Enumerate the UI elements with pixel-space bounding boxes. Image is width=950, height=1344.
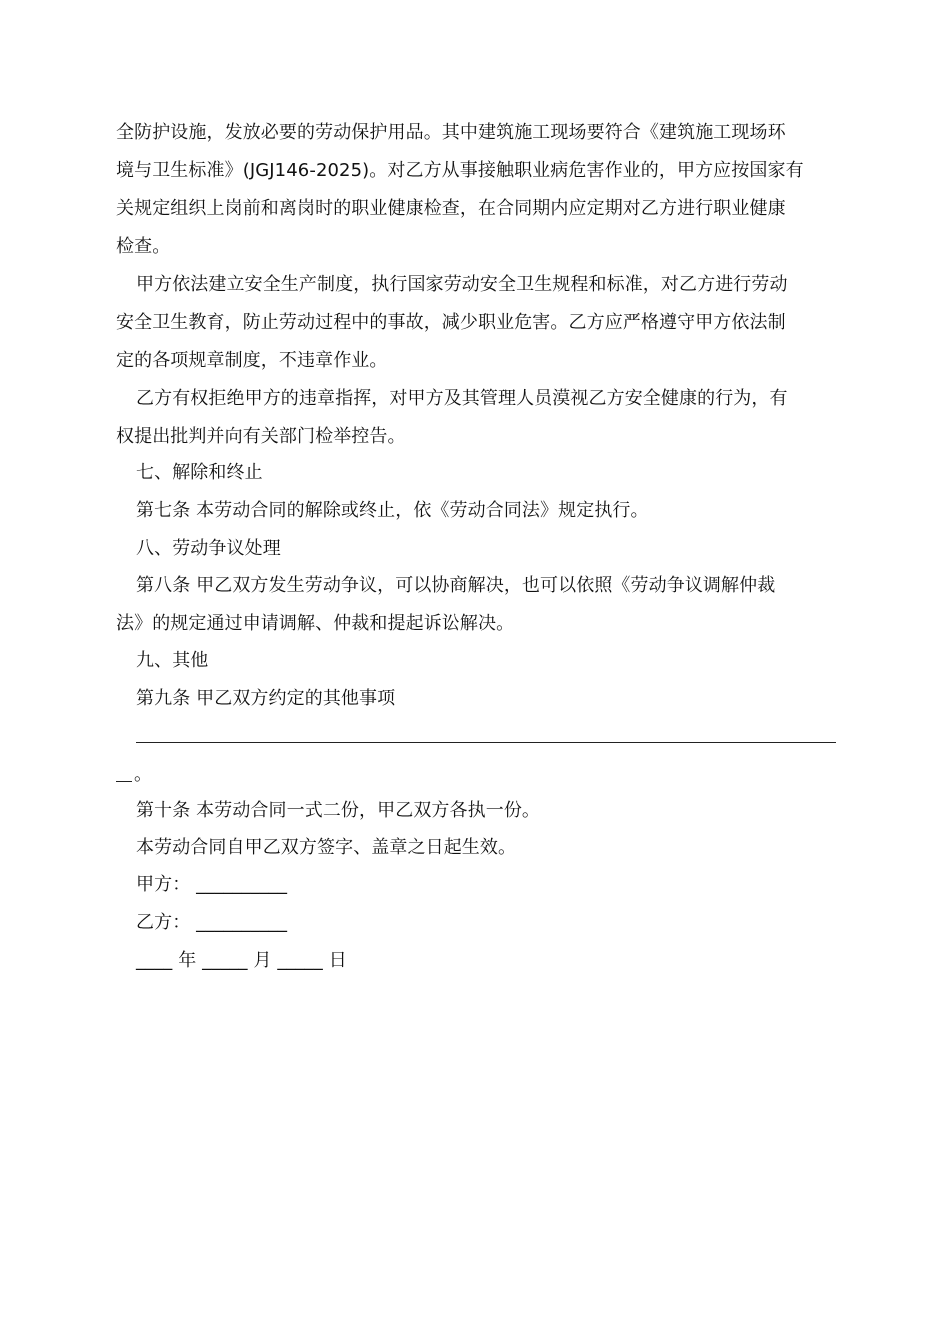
party-a-signature-line: 甲方： __________	[136, 874, 288, 895]
paragraph-line: 甲方依法建立安全生产制度，执行国家劳动安全卫生规程和标准，对乙方进行劳动	[136, 274, 788, 295]
paragraph-line: 检查。	[116, 236, 171, 257]
paragraph-line: 定的各项规章制度，不违章作业。	[116, 350, 388, 371]
date-line: ____ 年 _____ 月 _____ 日	[136, 950, 347, 971]
paragraph-line: 乙方有权拒绝甲方的违章指挥，对甲方及其管理人员漠视乙方安全健康的行为，有	[136, 388, 788, 409]
paragraph-line: 关规定组织上岗前和离岗时的职业健康检查，在合同期内应定期对乙方进行职业健康	[116, 198, 786, 219]
article-line: 第七条 本劳动合同的解除或终止，依《劳动合同法》规定执行。	[136, 500, 649, 521]
article-line: 第八条 甲乙双方发生劳动争议，可以协商解决，也可以依照《劳动争议调解仲裁	[136, 575, 776, 596]
section-heading: 九、其他	[136, 650, 209, 671]
article-line: 第十条 本劳动合同一式二份，甲乙双方各执一份。	[136, 800, 541, 821]
paragraph-line: 境与卫生标准》(JGJ146-2025)。对乙方从事接触职业病危害作业的，甲方应按国家有	[116, 160, 804, 181]
party-b-signature-line: 乙方： __________	[136, 912, 288, 933]
paragraph-line: 全防护设施，发放必要的劳动保护用品。其中建筑施工现场要符合《建筑施工现场环	[116, 122, 786, 143]
section-heading: 八、劳动争议处理	[136, 538, 281, 559]
paragraph-line: 权提出批判并向有关部门检举控告。	[116, 426, 406, 447]
blank-fill-line-end	[116, 781, 132, 782]
article-line: 法》的规定通过申请调解、仲裁和提起诉讼解决。	[116, 613, 515, 634]
article-line: 第九条 甲乙双方约定的其他事项	[136, 688, 396, 709]
paragraph-line: 安全卫生教育，防止劳动过程中的事故，减少职业危害。乙方应严格遵守甲方依法制	[116, 312, 786, 333]
period-mark: 。	[134, 764, 153, 785]
effective-clause: 本劳动合同自甲乙双方签字、盖章之日起生效。	[136, 837, 517, 858]
blank-fill-line	[136, 742, 836, 743]
section-heading: 七、解除和终止	[136, 462, 263, 483]
